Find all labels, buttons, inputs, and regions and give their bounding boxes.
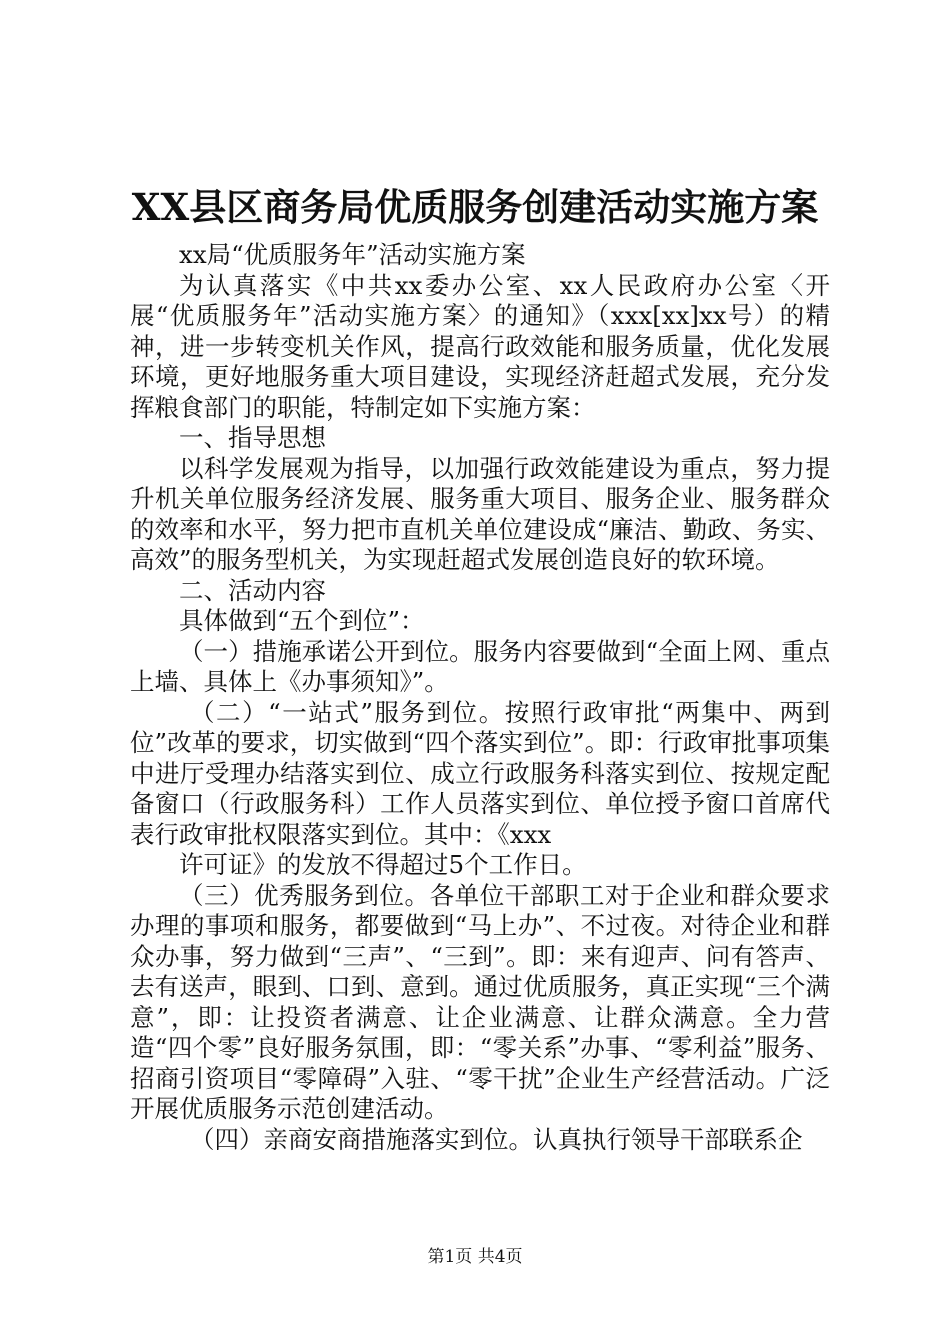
item-four-paragraph: （四）亲商安商措施落实到位。认真执行领导干部联系企: [190, 1124, 803, 1154]
section-heading-activity-content: 二、活动内容: [179, 575, 326, 605]
section-heading-guiding-thought: 一、指导思想: [179, 423, 326, 452]
item-one-paragraph: （一）措施承诺公开到位。服务内容要做到“全面上网、重点上墙、具体上《办事须知》”。: [130, 636, 830, 696]
license-paragraph: 许可证》的发放不得超过5个工作日。: [179, 850, 587, 879]
item-two-paragraph: （二）“一站式”服务到位。按照行政审批“两集中、两到位”改革的要求，切实做到“四个落实到位”。即：行政审批事项集中进厅受理办结落实到位、成立行政服务科落实到位、按规定配备窗口（行政服务科）工作人员落实到位、单位授予窗口首席代表行政审批权限落实到位。其中：《xxx: [130, 697, 830, 849]
guiding-thought-paragraph: 以科学发展观为指导，以加强行政效能建设为重点，努力提升机关单位服务经济发展、服务重大项目、服务企业、服务群众的效率和水平，努力把市直机关单位建设成“廉洁、勤政、务实、高效”的服务型机关，为实现赶超式发展创造良好的软环境。: [130, 453, 830, 574]
item-three-paragraph: （三）优秀服务到位。各单位干部职工对于企业和群众要求办理的事项和服务，都要做到“马上办”、不过夜。对待企业和群众办事，努力做到“三声”、“三到”。即：来有迎声、问有答声、去有送声，眼到、口到、意到。通过优质服务，真正实现“三个满意”，即：让投资者满意、让企业满意、让群众满意。全力营造“四个零”良好服务氛围，即：“零关系”办事、“零利益”服务、招商引资项目“零障碍”入驻、“零干扰”企业生产经营活动。广泛开展优质服务示范创建活动。: [130, 880, 830, 1123]
page-footer: 第1页 共4页: [427, 1247, 523, 1267]
document-title: XX县区商务局优质服务创建活动实施方案: [131, 185, 819, 229]
subtitle-paragraph: xx局“优质服务年”活动实施方案: [179, 240, 526, 269]
intro-paragraph: 为认真落实《中共xx委办公室、xx人民政府办公室〈开展“优质服务年”活动实施方案〉的通知》（xxx[xx]xx号）的精神，进一步转变机关作风，提高行政效能和服务质量，优化发展环境，更好地服务重大项目建设，实现经济赶超式发展，充分发挥粮食部门的职能，特制定如下实施方案：: [130, 270, 830, 422]
document-body: [130, 240, 830, 1155]
five-in-place-paragraph: 具体做到“五个到位”：: [179, 606, 425, 635]
